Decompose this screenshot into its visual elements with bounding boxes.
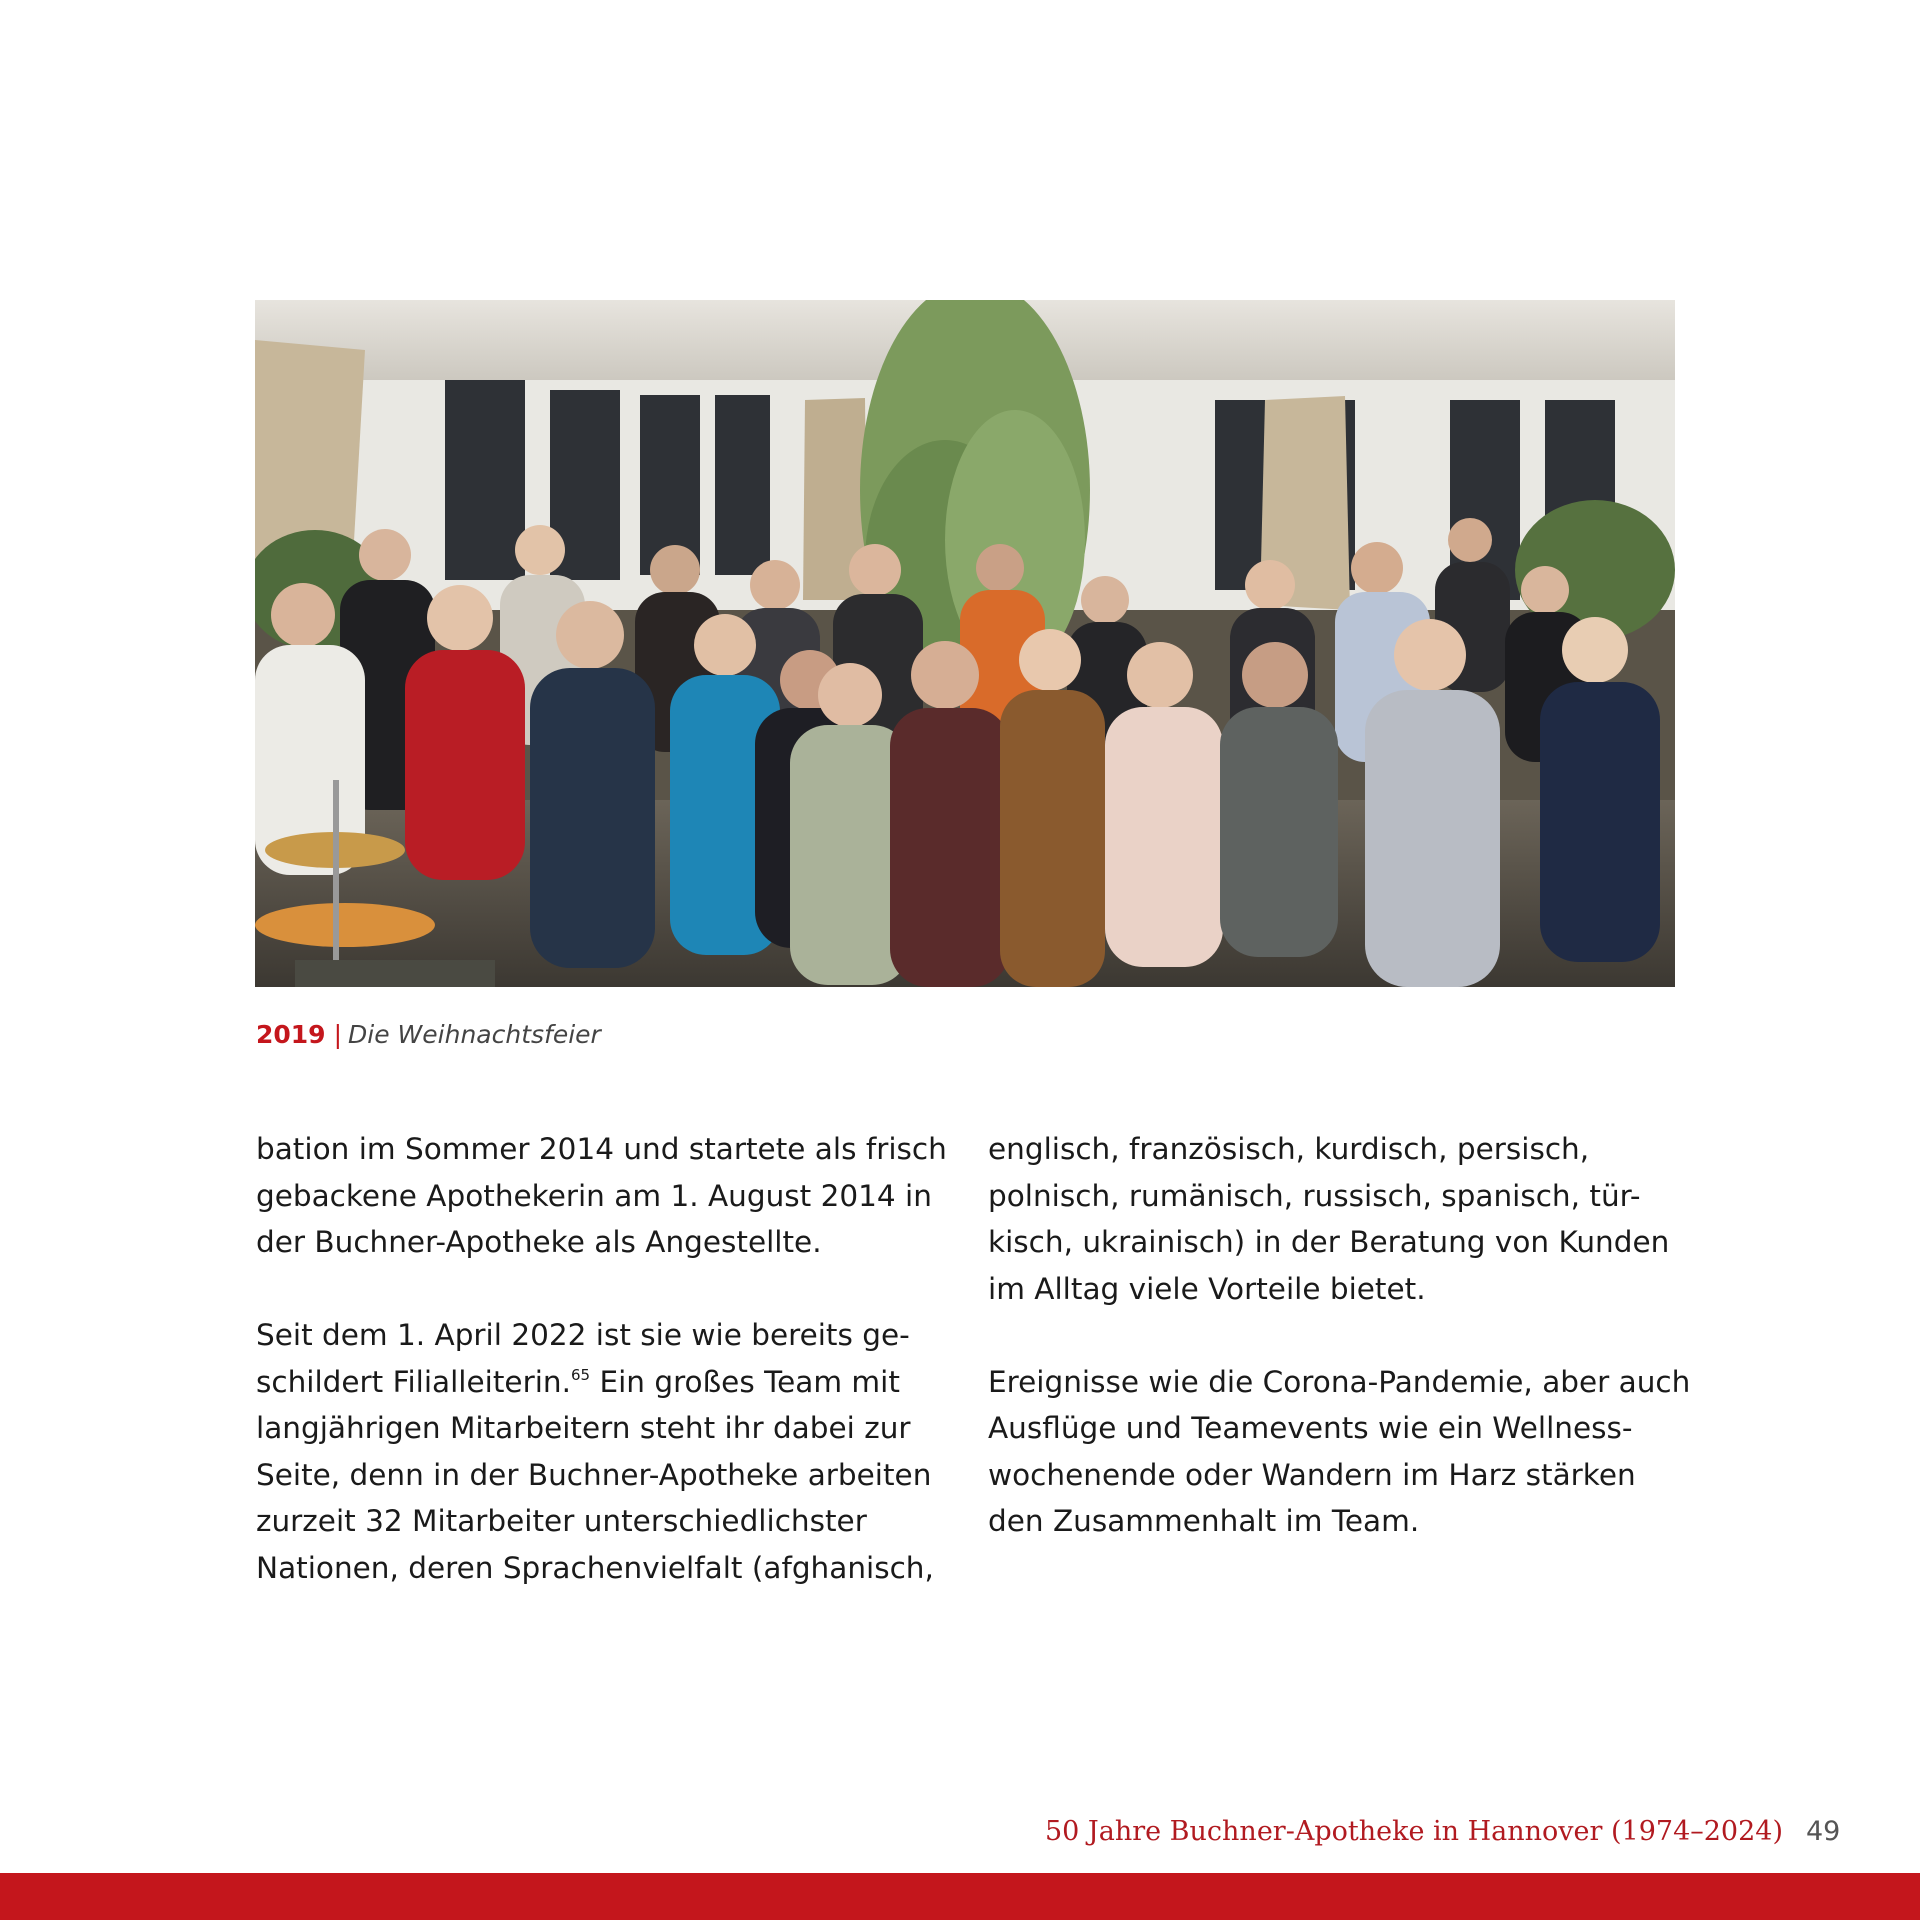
text-line: Nationen, deren Sprachenvielfalt (afghanisch,	[256, 1550, 934, 1585]
group-photo	[255, 300, 1675, 987]
left-text-column	[256, 1126, 946, 1638]
caption-separator: |	[333, 1020, 343, 1049]
text-line: Ereignisse wie die Corona-Pandemie, aber auch	[988, 1364, 1691, 1399]
text-line: im Alltag viele Vorteile bietet.	[988, 1271, 1426, 1306]
text-line: englisch, französisch, kurdisch, persisch,	[988, 1132, 1590, 1166]
caption-text: Die Weihnachtsfeier	[348, 1020, 601, 1049]
left-paragraph-1	[256, 1126, 946, 1266]
text-line: gebackene Apothekerin am 1. August 2014 in	[256, 1178, 932, 1213]
text-line: langjährigen Mitarbeitern steht ihr dabei zur	[256, 1411, 911, 1445]
footnote-reference: 65	[570, 1365, 591, 1384]
footer-accent-bar	[0, 1873, 1920, 1920]
caption-year: 2019	[256, 1020, 326, 1049]
text-line: wochenende oder Wandern im Harz stärken	[988, 1457, 1636, 1492]
text-line: Seite, denn in der Buchner-Apotheke arbeiten	[256, 1457, 932, 1492]
right-text-column	[988, 1126, 1691, 1591]
text-line: kisch, ukrainisch) in der Beratung von Kunden	[988, 1225, 1670, 1259]
text-line: Seit dem 1. April 2022 ist sie wie bereits ge-	[256, 1318, 910, 1352]
footer-book-title: 50 Jahre Buchner-Apotheke in Hannover (1974–2024)	[1044, 1816, 1783, 1847]
text-line: Ausflüge und Teamevents wie ein Wellness-	[988, 1411, 1633, 1445]
photo-caption	[256, 1018, 601, 1052]
right-paragraph-1	[988, 1126, 1678, 1312]
group-photo-illustration	[255, 300, 1675, 987]
text-line: der Buchner-Apotheke als Angestellte.	[256, 1225, 822, 1259]
text-line: den Zusammenhalt im Team.	[988, 1504, 1420, 1538]
left-paragraph-2	[256, 1312, 946, 1591]
text-fragment: Ein großes Team mit	[590, 1364, 900, 1399]
text-line: bation im Sommer 2014 und startete als frisch	[256, 1132, 947, 1166]
text-line-with-footnote	[256, 1359, 946, 1406]
text-line: zurzeit 32 Mitarbeiter unterschiedlichster	[256, 1504, 867, 1538]
text-line: polnisch, rumänisch, russisch, spanisch, tür-	[988, 1178, 1641, 1213]
page-number: 49	[1806, 1816, 1841, 1847]
right-paragraph-2	[988, 1359, 1691, 1545]
text-fragment: schildert Filialleiterin.	[256, 1364, 571, 1399]
